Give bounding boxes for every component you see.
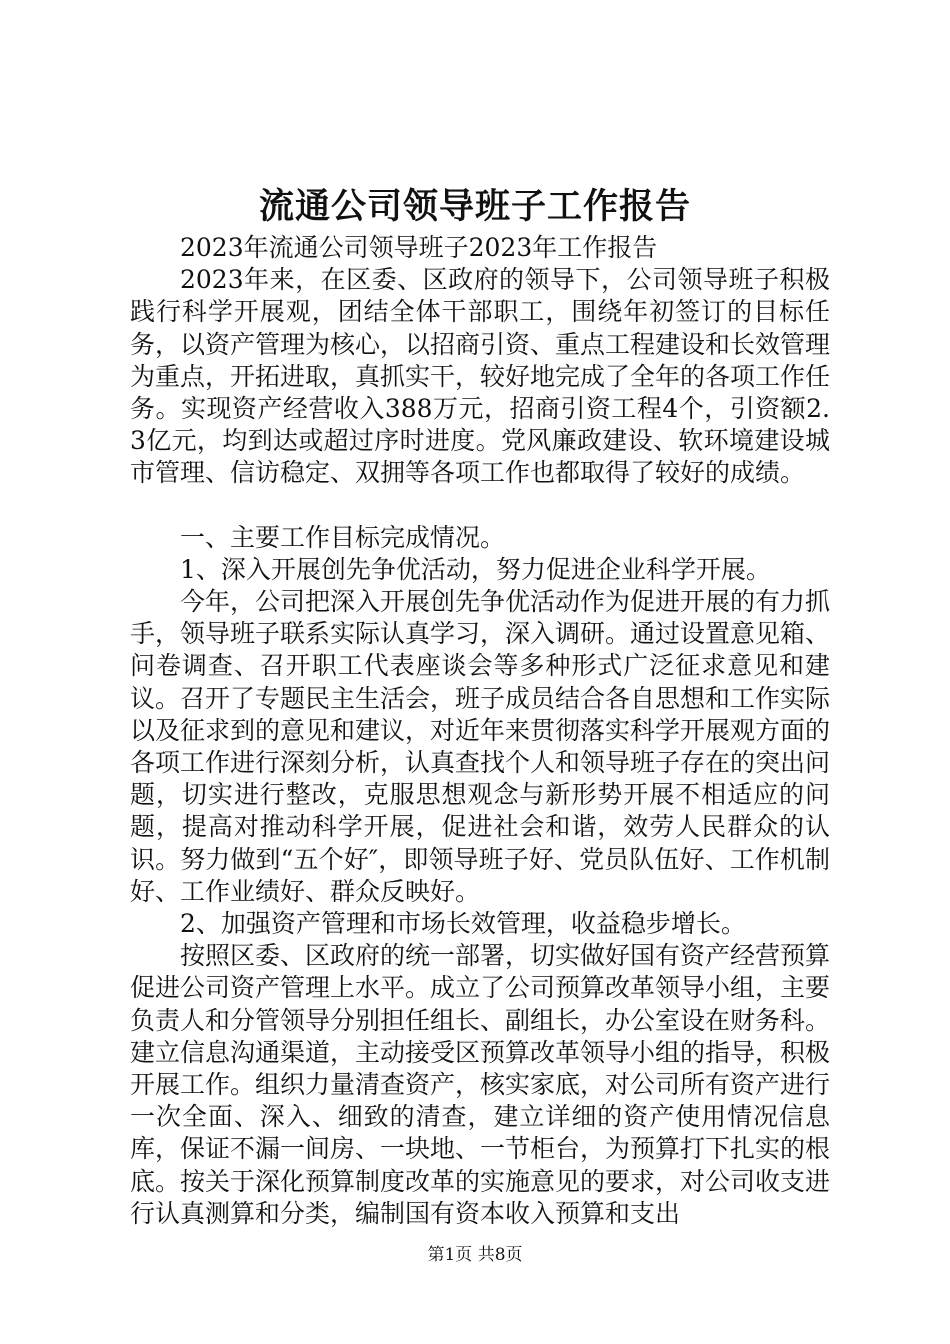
paragraph-spacer — [130, 490, 830, 522]
paragraph-intro: 2023年来，在区委、区政府的领导下，公司领导班子积极践行科学开展观，团结全体干部职工，围绕年初签订的目标任务，以资产管理为核心，以招商引资、重点工程建设和长效管理为重点，开拓进取，真抓实干，较好地完成了全年的各项工作任务。实现资产经营收入388万元，招商引资工程4个，引资额2.3亿元，均到达或超过序时进度。党风廉政建设、软环境建设城市管理、信访稳定、双拥等各项工作也都取得了较好的成绩。 — [130, 265, 831, 488]
document-body — [130, 232, 830, 1230]
document-title: 流通公司领导班子工作报告 — [258, 186, 691, 227]
paragraph-body-1: 今年，公司把深入开展创先争优活动作为促进开展的有力抓手，领导班子联系实际认真学习，深入调研。通过设置意见箱、问卷调查、召开职工代表座谈会等多种形式广泛征求意见和建议。召开了专题民主生活会，班子成员结合各自思想和工作实际以及征求到的意见和建议，对近年来贯彻落实科学开展观方面的各项工作进行深刻分析，认真查找个人和领导班子存在的突出问题，切实进行整改，克服思想观念与新形势开展不相适应的问题，提高对推动科学开展，促进社会和谐，效劳人民群众的认识。努力做到“五个好″，即领导班子好、党员队伍好、工作机制好、工作业绩好、群众反映好。 — [130, 587, 831, 906]
paragraph-body-2: 按照区委、区政府的统一部署，切实做好国有资产经营预算促进公司资产管理上水平。成立了公司预算改革领导小组，主要负责人和分管领导分别担任组长、副组长，办公室设在财务科。建立信息沟通渠道，主动接受区预算改革领导小组的指导，积极开展工作。组织力量清查资产，核实家底，对公司所有资产进行一次全面、深入、细致的清查，建立详细的资产使用情况信息库，保证不漏一间房、一块地、一节柜台，为预算打下扎实的根底。按关于深化预算制度改革的实施意见的要求，对公司收支进行认真测算和分类，编制国有资本收入预算和支出 — [130, 941, 831, 1228]
subsection-heading-1: 1、深入开展创先争优活动，努力促进企业科学开展。 — [180, 554, 771, 584]
section-heading-1: 一、主要工作目标完成情况。 — [180, 522, 506, 552]
page-number-footer: 第1页 共8页 — [427, 1245, 523, 1265]
paragraph-subtitle: 2023年流通公司领导班子2023年工作报告 — [180, 233, 658, 262]
subsection-heading-2: 2、加强资产管理和市场长效管理，收益稳步增长。 — [180, 909, 746, 939]
